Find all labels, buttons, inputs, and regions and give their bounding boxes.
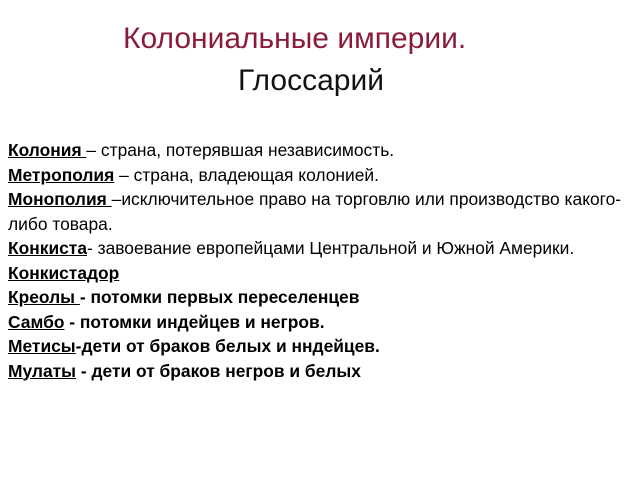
glossary-list [8, 138, 624, 383]
glossary-definition: – страна, владеющая колонией. [114, 164, 379, 185]
glossary-definition: - дети от браков негров и белых [76, 360, 361, 381]
glossary-entry-creoles [8, 285, 624, 310]
glossary-entry-mestizos [8, 334, 624, 359]
glossary-term: Конкистадор [8, 262, 120, 283]
glossary-entry-metropolis [8, 163, 624, 188]
slide-subtitle: Глоссарий [238, 64, 384, 97]
slide-title: Колониальные империи. [123, 22, 467, 55]
glossary-definition: - потомки первых переселенцев [79, 287, 360, 307]
glossary-definition: –исключительное право на торговлю или производство какого-либо товара. [8, 189, 622, 234]
glossary-term: Мулаты [8, 360, 77, 381]
glossary-entry-conquista [8, 236, 624, 261]
glossary-entry-mulattoes [8, 359, 624, 384]
glossary-term: Метисы [8, 336, 76, 356]
glossary-definition: – страна, потерявшая независимость. [86, 140, 395, 160]
glossary-entry-conquistador [8, 261, 624, 286]
glossary-entry-sambo [8, 310, 624, 335]
glossary-term: Метрополия [8, 164, 115, 185]
glossary-definition: -дети от браков белых и нндейцев. [75, 336, 380, 356]
glossary-entry-colony [8, 138, 624, 163]
glossary-term: Самбо [8, 311, 65, 332]
glossary-term: Монополия [8, 189, 112, 209]
glossary-term: Креолы [8, 287, 80, 307]
glossary-term: Колония [8, 140, 87, 160]
glossary-entry-monopoly [8, 187, 624, 236]
glossary-definition: - завоевание европейцами Центральной и Южной Америки. [87, 238, 575, 258]
glossary-term: Конкиста [8, 238, 87, 258]
glossary-definition: - потомки индейцев и негров. [64, 311, 325, 332]
